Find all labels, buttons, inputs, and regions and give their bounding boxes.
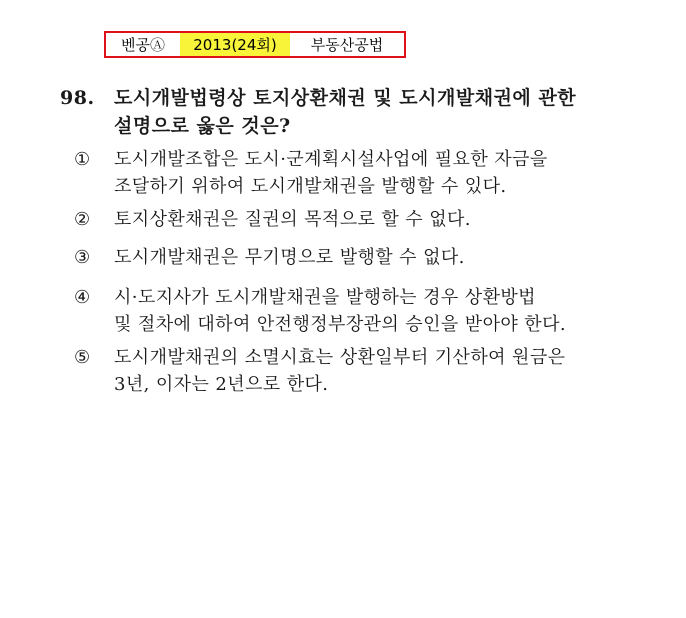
choice-5-text: 도시개발채권의 소멸시효는 상환일부터 기산하여 원금은 3년, 이자는 2년으로 한다. (114, 347, 566, 395)
choice-3-text: 도시개발채권은 무기명으로 발행할 수 없다. (114, 247, 465, 268)
choice-4-marker: ④ (74, 287, 91, 308)
source-label: 벤공Ⓐ (121, 36, 165, 54)
choice-5-marker: ⑤ (74, 347, 91, 368)
question-text: 도시개발법령상 토지상환채권 및 도시개발채권에 관한 설명으로 옳은 것은? (114, 87, 577, 137)
choice-1-marker: ① (74, 149, 91, 170)
choice-2-text: 토지상환채권은 질권의 목적으로 할 수 없다. (114, 209, 471, 230)
choice-2-marker: ② (74, 209, 91, 230)
question-stem (60, 84, 620, 140)
choice-1-text: 도시개발조합은 도시·군계획시설사업에 필요한 자금을 조달하기 위하여 도시개발채권을 발행할 수 있다. (114, 149, 548, 197)
choice-3[interactable] (74, 244, 594, 271)
subject-label: 부동산공법 (310, 36, 384, 54)
question-number: 98. (60, 87, 95, 109)
exam-source-header (104, 31, 406, 58)
choice-5[interactable] (74, 344, 594, 398)
choice-1[interactable] (74, 146, 594, 200)
choice-2[interactable] (74, 206, 594, 233)
choice-4-text: 시·도지사가 도시개발채권을 발행하는 경우 상환방법 및 절차에 대하여 안전행정부장관의 승인을 받아야 한다. (114, 287, 566, 335)
choice-4[interactable] (74, 284, 594, 338)
choice-3-marker: ③ (74, 247, 91, 268)
exam-year-round: 2013(24회) (180, 33, 290, 56)
